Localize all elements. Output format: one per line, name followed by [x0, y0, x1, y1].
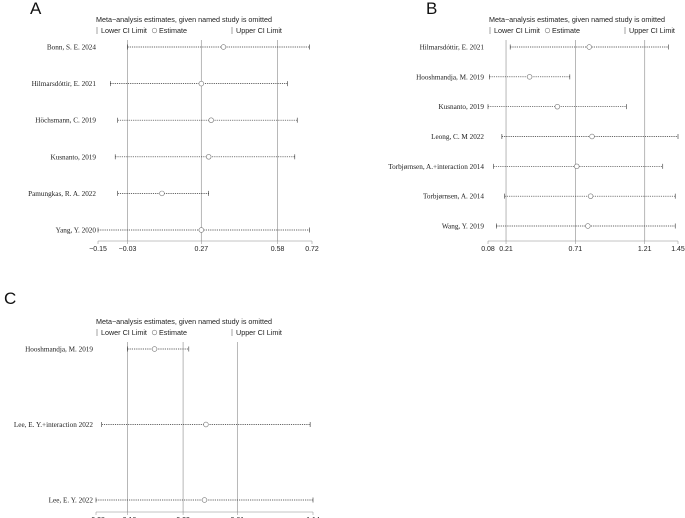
study-label: Torbjørnsen, A.+interaction 2014 [388, 162, 484, 171]
x-tick-label: −0.15 [89, 246, 107, 253]
study-label: Torbjørnsen, A. 2014 [423, 192, 484, 201]
plot-title: Meta−analysis estimates, given named study is omitted [96, 15, 272, 24]
forest-plot-panel-c [4, 289, 320, 518]
study-label: Lee, E. Y. 2022 [48, 496, 93, 505]
estimate-point [209, 118, 214, 123]
x-tick-label: 1.21 [637, 246, 652, 253]
legend-estimate: Estimate [159, 328, 187, 337]
plot-title: Meta−analysis estimates, given named study is omitted [489, 15, 665, 24]
panel-letter: B [426, 0, 438, 18]
study-label: Hilmarsdóttir, E. 2021 [419, 43, 484, 52]
legend-lower-ci: Lower CI Limit [101, 328, 147, 337]
estimate-point [204, 422, 209, 427]
x-tick-label: 0.08 [481, 246, 495, 253]
legend-upper-ci: Upper CI Limit [236, 26, 282, 35]
legend-lower-ci: Lower CI Limit [101, 26, 147, 35]
study-label: Leong, C. M 2022 [431, 133, 484, 141]
legend-estimate: Estimate [159, 26, 187, 35]
estimate-point [202, 498, 207, 503]
x-tick-label: −0.03 [118, 246, 137, 253]
study-label: Höchsmann, C. 2019 [35, 116, 96, 125]
legend-lower-ci: Lower CI Limit [494, 26, 540, 35]
study-label: Kusnanto, 2019 [50, 153, 96, 162]
legend-estimate-marker [152, 28, 157, 33]
plot-title: Meta−analysis estimates, given named study is omitted [96, 317, 272, 326]
study-label: Wang, Y. 2019 [441, 222, 484, 231]
study-label: Yang, Y. 2020 [55, 226, 96, 235]
panel-letter: A [30, 0, 42, 18]
estimate-point [555, 104, 560, 109]
estimate-point [160, 191, 165, 196]
forest-plot-panel-b [388, 0, 685, 253]
estimate-point [587, 45, 592, 50]
estimate-point [199, 81, 204, 86]
estimate-point [585, 224, 590, 229]
x-tick-label: 0.58 [270, 246, 285, 253]
forest-plot-panel-a [28, 0, 319, 253]
estimate-point [590, 134, 595, 139]
x-tick-label: 1.45 [671, 246, 685, 253]
x-tick-label: 0.71 [568, 246, 583, 253]
study-label: Kusnanto, 2019 [438, 103, 484, 112]
legend-estimate: Estimate [552, 26, 580, 35]
study-label: Hooshmandja, M. 2019 [416, 73, 484, 82]
legend-upper-ci: Upper CI Limit [629, 26, 675, 35]
study-label: Lee, E. Y.+interaction 2022 [13, 421, 93, 429]
estimate-point [152, 347, 157, 352]
x-tick-label: 0.27 [194, 246, 209, 253]
estimate-point [206, 154, 211, 159]
legend-estimate-marker [545, 28, 550, 33]
legend-upper-ci: Upper CI Limit [236, 328, 282, 337]
estimate-point [574, 164, 579, 169]
estimate-point [588, 194, 593, 199]
legend-estimate-marker [152, 330, 157, 335]
estimate-point [221, 45, 226, 50]
estimate-point [527, 74, 532, 79]
estimate-point [199, 228, 204, 233]
x-tick-label: 0.72 [305, 246, 319, 253]
x-tick-label: 0.21 [499, 246, 513, 253]
study-label: Bonn, S. E. 2024 [46, 43, 96, 52]
study-label: Hooshmandja, M. 2019 [25, 345, 93, 354]
panel-letter: C [4, 289, 17, 308]
study-label: Hilmarsdóttir, E. 2021 [31, 80, 96, 89]
study-label: Pamungkas, R. A. 2022 [28, 189, 96, 198]
